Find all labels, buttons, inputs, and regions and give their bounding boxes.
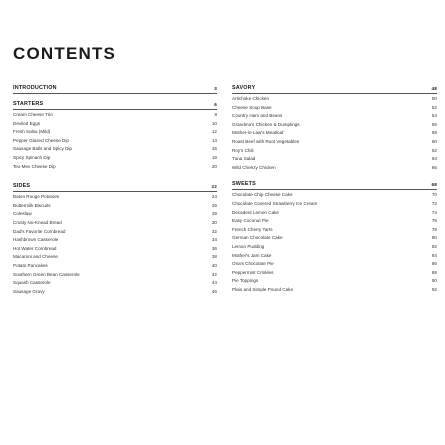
section-title: SWEETS [232,181,256,188]
entry-page: 34 [211,237,217,243]
toc-entry[interactable] [13,210,217,219]
entry-page: 60 [431,138,437,144]
section-title: SAVORY [232,85,256,91]
toc-entry[interactable] [232,269,437,278]
entry-title: Deviled Eggs [13,120,41,126]
toc-entry[interactable] [232,234,437,243]
entry-title: Artichoke Chicken [232,96,270,101]
toc-entry[interactable] [232,252,437,261]
section-page: 6 [214,102,217,107]
entry-page: 90 [431,278,437,284]
section-title: SIDES [13,183,31,190]
entry-page: 64 [431,156,437,162]
entry-page: 30 [211,219,217,225]
toc-entry[interactable] [232,191,437,200]
toc-entry[interactable] [13,163,217,172]
entry-page: 42 [211,271,217,277]
entry-title: Grandma's Chicken & Dumplings [232,121,300,127]
section-page: 68 [431,182,437,188]
entry-page: 78 [431,226,437,232]
entry-page: 36 [211,245,217,251]
toc-entry[interactable] [232,95,437,104]
entry-page: 58 [431,130,437,136]
entry-title: Roy's Chili [232,147,254,153]
entry-title: Cream Cheese Trio [13,112,53,117]
entry-title: Fresh Salsa (Mild) [13,129,51,135]
entry-page: 20 [211,163,217,169]
entry-page: 14 [211,137,217,143]
toc-entry[interactable] [13,228,217,237]
entry-title: Mother-in-Law's Meatloaf [232,130,284,136]
entry-page: 72 [431,200,437,206]
toc-entry[interactable] [232,121,437,130]
entry-page: 15 [211,146,217,152]
toc-entry[interactable] [232,209,437,218]
entry-page: 86 [431,261,437,267]
toc-entry[interactable] [13,120,217,129]
section-heading-starters[interactable] [13,100,217,110]
entry-page: 10 [211,120,217,126]
toc-entry[interactable] [232,200,437,209]
page-title: CONTENTS [13,44,117,63]
entry-page: 38 [211,254,217,260]
toc-entry[interactable] [13,236,217,245]
entry-page: 52 [431,104,437,110]
entry-page: 82 [431,243,437,249]
toc-entry[interactable] [232,138,437,147]
entry-page: 50 [431,96,437,101]
toc-entry[interactable] [13,128,217,137]
starters-list [13,111,217,171]
entry-title: Pie Toppings [232,278,259,284]
toc-entry[interactable] [13,145,217,154]
toc-entry[interactable] [232,260,437,269]
toc-entry[interactable] [13,288,217,297]
entry-title: Decadent Lemon Cake [232,209,279,215]
entry-title: Plain and Simple Pound Cake [232,286,294,292]
entry-title: Peppermint Crinkles [232,269,274,275]
entry-title: Mother's Jam Cake [232,252,272,258]
toc-entry[interactable] [13,154,217,163]
entry-title: Lemon Pudding [232,243,265,249]
contents-column-left [13,84,217,296]
entry-title: Hashbrown Casserole [13,237,59,243]
toc-entry[interactable] [13,219,217,228]
entry-page: 92 [431,286,437,292]
section-heading-sweets[interactable] [232,180,437,190]
contents-column-right [232,84,437,294]
entry-title: Dad's Favorite Cornbread [13,228,66,234]
entry-title: Potato Pancakes [13,262,48,268]
entry-title: Tuna Salad [232,156,256,162]
toc-entry[interactable] [232,217,437,226]
entry-page: 74 [431,209,437,215]
toc-entry[interactable] [13,279,217,288]
toc-entry[interactable] [232,164,437,173]
toc-entry[interactable] [232,112,437,121]
entry-page: 8 [214,112,217,117]
entry-title: Chocolate Covered Strawberry Ice Cream [232,200,318,206]
entry-title: Southern Green Bean Casserole [13,271,80,277]
entry-page: 66 [431,164,437,170]
toc-entry[interactable] [13,262,217,271]
entry-page: 12 [211,129,217,135]
sides-list [13,193,217,296]
toc-entry[interactable] [232,155,437,164]
entry-page: 84 [431,252,437,258]
entry-page: 40 [211,262,217,268]
savory-list [232,95,437,172]
entry-title: Easy Coconut Pie [232,218,269,224]
entry-page: 32 [211,228,217,234]
section-page: 48 [431,86,437,91]
entry-page: 56 [431,121,437,127]
entry-title: Hot Water Cornbread [13,245,57,251]
entry-page: 70 [431,192,437,198]
toc-entry[interactable] [232,147,437,156]
section-title: STARTERS [13,101,44,107]
toc-entry[interactable] [232,226,437,235]
entry-page: 18 [211,154,217,160]
entry-page: 54 [431,113,437,119]
toc-entry[interactable] [13,193,217,202]
toc-entry[interactable] [13,245,217,254]
toc-entry[interactable] [232,104,437,113]
toc-entry[interactable] [13,202,217,211]
section-title: INTRODUCTION [13,85,57,91]
entry-title: Coleslaw [13,211,32,217]
entry-title: Pepper Glazed Cheese Dip [13,137,69,143]
toc-entry[interactable] [232,286,437,295]
entry-page: 24 [211,194,217,200]
section-heading-sides[interactable] [13,182,217,192]
toc-entry[interactable] [13,137,217,146]
toc-entry[interactable] [232,277,437,286]
entry-title: Squash Casserole [13,280,51,286]
entry-title: Tex-Mex Cheese Dip [13,163,56,169]
toc-entry[interactable] [13,111,217,120]
entry-page: 28 [211,211,217,217]
entry-title: French Cherry Tarts [232,226,273,232]
entry-title: German Chocolate Cake [232,235,283,241]
sweets-list [232,191,437,294]
entry-title: Spicy Spinach Dip [13,154,51,160]
section-heading-introduction[interactable] [13,84,217,94]
section-page: 3 [214,86,217,91]
entry-title: Chocolate Chip Cheese Cake [232,192,293,198]
entry-page: 80 [431,235,437,241]
section-page: 22 [211,184,217,190]
entry-title: Sausage Balls and Spicy Dip [13,146,72,152]
entry-page: 76 [431,218,437,224]
entry-title: Crusty No-Knead Bread [13,219,62,225]
entry-title: Roast Beef with Root Vegetables [232,138,300,144]
entry-page: 46 [211,288,217,294]
entry-title: Macaroni and Cheese [13,254,58,260]
entry-page: 62 [431,147,437,153]
entry-page: 26 [211,202,217,208]
entry-title: Baton Rouge Potatoes [13,194,60,200]
entry-page: 88 [431,269,437,275]
toc-entry[interactable] [232,129,437,138]
entry-title: Sausage Gravy [13,288,45,294]
entry-title: Cheese Soup Base [232,104,272,110]
entry-title: Buttermilk Biscuits [13,202,51,208]
toc-entry[interactable] [13,253,217,262]
section-heading-savory[interactable] [232,84,437,94]
entry-page: 44 [211,280,217,286]
entry-title: Ona's Chocolate Pie [232,261,274,267]
toc-entry[interactable] [232,243,437,252]
entry-title: Wild Cheezy Chicken [232,164,276,170]
toc-entry[interactable] [13,271,217,280]
entry-title: Country Ham and Beans [232,113,283,119]
